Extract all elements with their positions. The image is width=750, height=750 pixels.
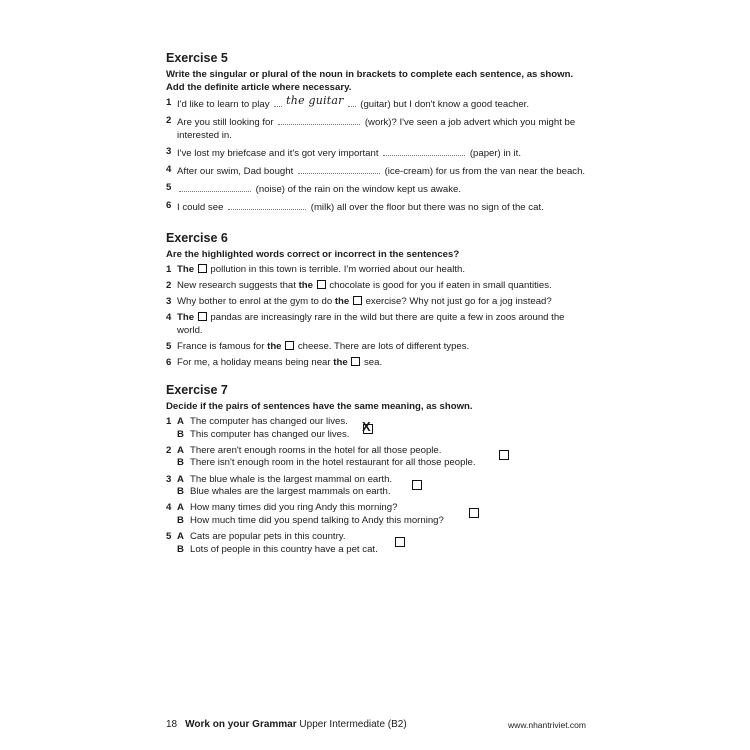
label-a: A	[177, 444, 184, 456]
highlighted-word: the	[298, 279, 313, 291]
ex7-item-1	[166, 416, 586, 441]
item-number: 3	[166, 145, 172, 157]
exercise-7	[166, 383, 586, 560]
item-text: (ice-cream) for us from the van near the beach.	[384, 165, 586, 177]
ex5-item-4	[166, 164, 586, 179]
item-number: 2	[166, 444, 172, 456]
label-a: A	[177, 502, 184, 514]
ex7-item-3	[166, 474, 586, 499]
answer-blank[interactable]	[298, 164, 380, 174]
sentence-a: How many times did you ring Andy this morning?	[190, 502, 398, 514]
label-b: B	[177, 457, 184, 469]
item-text: sea.	[364, 356, 383, 368]
item-number: 6	[166, 199, 172, 211]
item-text: Are you still looking for	[177, 116, 274, 128]
ex6-item-6	[166, 357, 586, 370]
item-number: 2	[166, 114, 172, 126]
answer-blank[interactable]	[274, 97, 282, 107]
ex6-item-5	[166, 341, 586, 354]
answer-checkbox[interactable]	[317, 280, 326, 289]
sentence-b: Blue whales are the largest mammals on earth.	[190, 486, 391, 498]
ex7-item-2	[166, 445, 586, 470]
item-text: pollution in this town is terrible. I'm worried about our health.	[210, 264, 466, 275]
answer-checkbox[interactable]	[198, 312, 207, 321]
ex6-item-4	[166, 312, 586, 337]
item-number: 5	[166, 181, 172, 193]
item-number: 5	[166, 531, 172, 543]
item-text: (paper) in it.	[469, 147, 522, 159]
page-footer	[166, 719, 586, 731]
answer-checkbox[interactable]	[499, 450, 509, 460]
ex5-item-5	[166, 182, 586, 197]
ex6-item-1	[166, 264, 586, 277]
answer-checkbox[interactable]	[285, 341, 294, 350]
item-text: After our swim, Dad bought	[177, 165, 294, 177]
label-b: B	[177, 543, 184, 555]
item-number: 6	[166, 356, 172, 368]
sentence-a: There aren't enough rooms in the hotel for all those people.	[190, 444, 442, 456]
ex5-item-2	[166, 115, 586, 142]
label-a: A	[177, 473, 184, 485]
highlighted-word: the	[333, 356, 348, 368]
sentence-a: Cats are popular pets in this country.	[190, 531, 346, 543]
item-number: 5	[166, 340, 172, 352]
sentence-b: How much time did you spend talking to Andy this morning?	[190, 514, 444, 526]
item-number: 4	[166, 502, 172, 514]
item-text: (guitar) but I don't know a good teacher.	[360, 99, 530, 110]
item-text: (noise) of the rain on the window kept us awake.	[255, 183, 461, 195]
exercise-7-title: Exercise 7	[166, 383, 228, 397]
answer-blank[interactable]	[228, 200, 306, 210]
item-text: chocolate is good for you if eaten in small quantities.	[329, 279, 552, 291]
label-a: A	[177, 531, 184, 543]
item-text: New research suggests that	[177, 279, 296, 291]
item-number: 1	[166, 264, 172, 275]
ex5-item-3	[166, 146, 586, 161]
item-text: pandas are increasingly rare in the wild but there are quite a few in zoos around the world.	[177, 311, 565, 336]
item-number: 2	[166, 279, 172, 291]
item-text: France is famous for	[177, 340, 265, 352]
sentence-a: The blue whale is the largest mammal on earth.	[190, 473, 393, 485]
item-number: 3	[166, 295, 172, 307]
label-b: B	[177, 486, 184, 498]
answer-checkbox[interactable]	[353, 296, 362, 305]
answer-checkbox[interactable]	[351, 357, 360, 366]
sentence-b: This computer has changed our lives.	[190, 428, 350, 440]
ex6-item-3	[166, 296, 586, 309]
exercise-6	[166, 231, 586, 373]
handwritten-answer: the guitar	[286, 94, 344, 107]
label-b: B	[177, 514, 184, 526]
item-text: Why bother to enrol at the gym to do	[177, 295, 333, 307]
item-text: (work)? I've seen a job advert which you might be interested in.	[177, 116, 576, 141]
answer-blank[interactable]	[348, 97, 356, 107]
answer-checkbox[interactable]	[469, 508, 479, 518]
item-text: I'd like to learn to play	[177, 99, 270, 110]
exercise-6-instruction: Are the highlighted words correct or incorrect in the sentences?	[166, 249, 460, 260]
ex6-item-2	[166, 280, 586, 293]
page-number: 18	[166, 719, 178, 730]
answer-blank[interactable]	[383, 146, 465, 156]
book-level: Upper Intermediate (B2)	[299, 719, 407, 730]
label-a: A	[177, 416, 184, 427]
answer-blank[interactable]	[179, 182, 251, 192]
item-text: For me, a holiday means being near	[177, 356, 331, 368]
website-link[interactable]: www.nhantriviet.com	[508, 720, 586, 730]
exercise-5	[166, 51, 586, 218]
answer-checkbox[interactable]	[198, 264, 207, 273]
item-number: 4	[166, 311, 172, 323]
item-number: 1	[166, 97, 172, 108]
highlighted-word: the	[334, 295, 350, 307]
item-text: (milk) all over the floor but there was no sign of the cat.	[310, 201, 544, 213]
ex5-item-1	[166, 94, 586, 112]
item-text: I could see	[177, 201, 224, 213]
sentence-b: Lots of people in this country have a pet cat.	[190, 543, 378, 555]
book-title: Work on your Grammar	[185, 719, 297, 730]
answer-checkbox-checked[interactable]	[362, 419, 373, 434]
exercise-7-instruction: Decide if the pairs of sentences have the same meaning, as shown.	[166, 401, 473, 412]
exercise-5-instruction: Write the singular or plural of the noun in brackets to complete each sentence, as shown. Add the definite article where necessary.	[166, 69, 574, 93]
sentence-a: The computer has changed our lives.	[190, 416, 348, 427]
label-b: B	[177, 428, 184, 440]
ex5-item-6	[166, 200, 586, 215]
ex7-item-4	[166, 502, 586, 527]
sentence-b: There isn't enough room in the hotel restaurant for all those people.	[190, 457, 476, 469]
highlighted-word: The	[177, 264, 195, 275]
item-number: 4	[166, 163, 172, 175]
exercise-5-title: Exercise 5	[166, 51, 228, 65]
item-text: cheese. There are lots of different types.	[297, 340, 470, 352]
highlighted-word: The	[177, 311, 195, 323]
highlighted-word: the	[267, 340, 282, 352]
answer-checkbox[interactable]	[395, 537, 405, 547]
exercise-6-title: Exercise 6	[166, 231, 228, 245]
item-text: I've lost my briefcase and it's got very important	[177, 147, 379, 159]
cross-mark: X	[362, 419, 371, 434]
answer-checkbox[interactable]	[412, 480, 422, 490]
item-number: 1	[166, 416, 172, 427]
item-text: exercise? Why not just go for a jog instead?	[365, 295, 552, 307]
answer-blank[interactable]	[278, 115, 360, 125]
ex7-item-5	[166, 531, 586, 556]
item-number: 3	[166, 473, 172, 485]
